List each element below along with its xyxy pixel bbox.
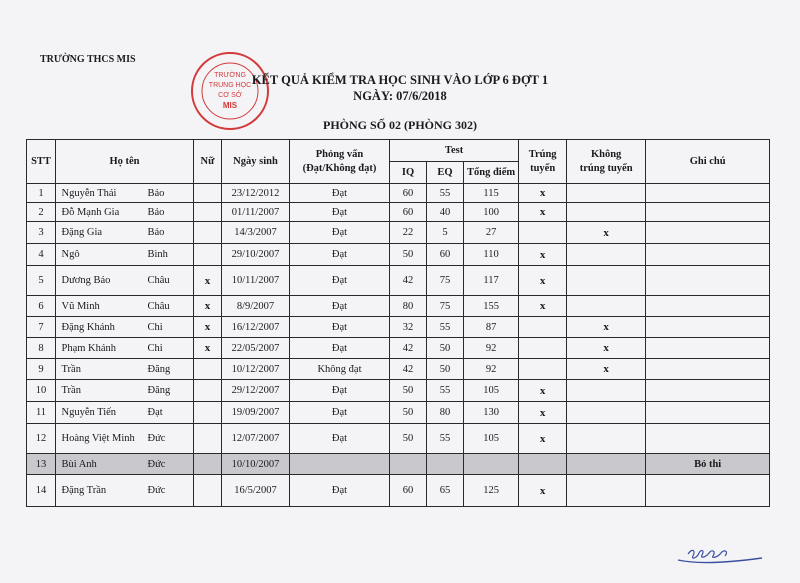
row-total: 125 — [464, 475, 519, 507]
header-passed: Trúng tuyển — [519, 140, 567, 184]
row-total: 92 — [464, 359, 519, 380]
row-gender — [194, 203, 222, 222]
row-eq — [427, 454, 464, 475]
table-row — [27, 402, 770, 424]
row-interview — [290, 454, 390, 475]
signature — [676, 538, 766, 568]
row-stt: 2 — [27, 203, 56, 222]
row-interview: Không đạt — [290, 359, 390, 380]
row-name — [56, 454, 194, 475]
row-iq: 50 — [390, 244, 427, 266]
row-name — [56, 244, 194, 266]
row-total: 110 — [464, 244, 519, 266]
row-gender: x — [194, 296, 222, 317]
table-row — [27, 296, 770, 317]
header-name: Họ tên — [56, 140, 194, 184]
row-total: 130 — [464, 402, 519, 424]
row-name — [56, 402, 194, 424]
row-stt: 13 — [27, 454, 56, 475]
header-failed: Không trúng tuyển — [567, 140, 646, 184]
row-eq: 55 — [427, 184, 464, 203]
row-failed — [567, 402, 646, 424]
first-name: Châu — [147, 300, 170, 312]
table-row — [27, 222, 770, 244]
row-stt: 6 — [27, 296, 56, 317]
row-passed: x — [519, 424, 567, 454]
row-note — [646, 380, 770, 402]
row-gender — [194, 244, 222, 266]
first-name: Đức — [147, 433, 166, 444]
row-iq: 80 — [390, 296, 427, 317]
row-name — [56, 184, 194, 203]
room-label: PHÒNG SỐ 02 (PHÒNG 302) — [323, 118, 477, 132]
stamp-line: CƠ SỞ — [218, 92, 242, 99]
row-passed: x — [519, 296, 567, 317]
row-failed: x — [567, 338, 646, 359]
row-iq: 60 — [390, 203, 427, 222]
row-stt: 8 — [27, 338, 56, 359]
table-row — [27, 454, 770, 475]
last-middle-name: Đặng Trần — [61, 485, 107, 496]
row-name — [56, 296, 194, 317]
row-note — [646, 338, 770, 359]
row-note — [646, 296, 770, 317]
row-dob: 29/10/2007 — [222, 244, 290, 266]
row-failed — [567, 424, 646, 454]
table-row — [27, 380, 770, 402]
row-note — [646, 203, 770, 222]
row-gender — [194, 184, 222, 203]
row-interview: Đạt — [290, 244, 390, 266]
row-iq — [390, 454, 427, 475]
row-eq: 55 — [427, 380, 464, 402]
row-note — [646, 244, 770, 266]
last-middle-name: Dương Bảo — [61, 275, 111, 286]
row-stt: 3 — [27, 222, 56, 244]
first-name: Đức — [147, 458, 166, 470]
first-name: Đức — [147, 485, 166, 496]
row-eq: 75 — [427, 266, 464, 296]
row-passed: x — [519, 266, 567, 296]
table-row — [27, 475, 770, 507]
table-row — [27, 244, 770, 266]
header-test: Test — [390, 140, 519, 162]
row-gender: x — [194, 338, 222, 359]
row-failed — [567, 475, 646, 507]
header-note: Ghi chú — [646, 140, 770, 184]
row-dob: 14/3/2007 — [222, 222, 290, 244]
last-middle-name: Nguyễn Tiến — [61, 407, 117, 418]
row-stt: 12 — [27, 424, 56, 454]
row-interview: Đạt — [290, 317, 390, 338]
row-name — [56, 380, 194, 402]
row-name — [56, 203, 194, 222]
row-failed — [567, 380, 646, 402]
row-passed: x — [519, 475, 567, 507]
header-interview: Phỏng vấn (Đạt/Không đạt) — [290, 140, 390, 184]
row-failed — [567, 266, 646, 296]
row-gender — [194, 402, 222, 424]
row-dob: 12/07/2007 — [222, 424, 290, 454]
last-middle-name: Đỗ Mạnh Gia — [61, 206, 120, 218]
row-name — [56, 222, 194, 244]
row-interview: Đạt — [290, 266, 390, 296]
table-row — [27, 424, 770, 454]
last-middle-name: Bùi Anh — [61, 458, 97, 470]
row-passed — [519, 454, 567, 475]
row-interview: Đạt — [290, 380, 390, 402]
last-middle-name: Đặng Khánh — [61, 321, 115, 333]
row-gender — [194, 359, 222, 380]
row-total: 105 — [464, 380, 519, 402]
stamp-line: MIS — [222, 101, 238, 110]
row-total: 155 — [464, 296, 519, 317]
stamp-line: TRUNG HỌC — [208, 82, 252, 89]
school-name: TRƯỜNG THCS MIS — [40, 54, 136, 65]
row-note — [646, 266, 770, 296]
header-dob: Ngày sinh — [222, 140, 290, 184]
last-middle-name: Trần — [61, 363, 81, 375]
row-name — [56, 359, 194, 380]
row-interview: Đạt — [290, 296, 390, 317]
row-dob: 10/11/2007 — [222, 266, 290, 296]
first-name: Bảo — [147, 227, 165, 238]
row-gender: x — [194, 317, 222, 338]
row-name — [56, 424, 194, 454]
row-name — [56, 475, 194, 507]
table-row — [27, 184, 770, 203]
row-failed — [567, 244, 646, 266]
row-iq: 50 — [390, 424, 427, 454]
row-eq: 75 — [427, 296, 464, 317]
row-failed — [567, 184, 646, 203]
first-name: Bình — [147, 249, 168, 260]
row-iq: 50 — [390, 380, 427, 402]
row-gender — [194, 424, 222, 454]
header-iq: IQ — [390, 162, 427, 184]
row-stt: 9 — [27, 359, 56, 380]
row-gender — [194, 222, 222, 244]
row-gender: x — [194, 266, 222, 296]
row-dob: 22/05/2007 — [222, 338, 290, 359]
last-middle-name: Phạm Khánh — [61, 342, 117, 354]
row-note — [646, 475, 770, 507]
row-note — [646, 222, 770, 244]
row-name — [56, 266, 194, 296]
row-iq: 60 — [390, 184, 427, 203]
row-iq: 42 — [390, 359, 427, 380]
row-dob: 29/12/2007 — [222, 380, 290, 402]
row-stt: 10 — [27, 380, 56, 402]
document-title: KẾT QUẢ KIỂM TRA HỌC SINH VÀO LỚP 6 ĐỢT 1 — [251, 73, 549, 87]
first-name: Đăng — [147, 363, 171, 375]
row-note — [646, 359, 770, 380]
header-total: Tổng điểm — [464, 162, 519, 184]
row-iq: 42 — [390, 266, 427, 296]
row-failed — [567, 454, 646, 475]
row-stt: 5 — [27, 266, 56, 296]
table-row — [27, 317, 770, 338]
row-stt: 1 — [27, 184, 56, 203]
row-eq: 65 — [427, 475, 464, 507]
row-dob: 16/5/2007 — [222, 475, 290, 507]
row-eq: 5 — [427, 222, 464, 244]
row-passed — [519, 359, 567, 380]
row-failed — [567, 296, 646, 317]
document-date: NGÀY: 07/6/2018 — [353, 89, 447, 103]
row-iq: 50 — [390, 402, 427, 424]
row-eq: 50 — [427, 338, 464, 359]
row-iq: 22 — [390, 222, 427, 244]
row-eq: 80 — [427, 402, 464, 424]
first-name: Đăng — [147, 385, 171, 396]
row-iq: 42 — [390, 338, 427, 359]
row-interview: Đạt — [290, 338, 390, 359]
header-stt: STT — [27, 140, 56, 184]
last-middle-name: Đặng Gia — [61, 227, 103, 238]
row-total: 27 — [464, 222, 519, 244]
row-passed — [519, 222, 567, 244]
row-dob: 8/9/2007 — [222, 296, 290, 317]
row-dob: 10/10/2007 — [222, 454, 290, 475]
row-dob: 16/12/2007 — [222, 317, 290, 338]
row-dob: 19/09/2007 — [222, 402, 290, 424]
row-total: 87 — [464, 317, 519, 338]
first-name: Châu — [147, 275, 170, 286]
row-eq: 50 — [427, 359, 464, 380]
row-interview: Đạt — [290, 402, 390, 424]
row-stt: 14 — [27, 475, 56, 507]
row-interview: Đạt — [290, 184, 390, 203]
row-interview: Đạt — [290, 203, 390, 222]
row-eq: 55 — [427, 424, 464, 454]
row-passed — [519, 338, 567, 359]
stamp-line: TRƯỜNG — [214, 72, 246, 79]
row-interview: Đạt — [290, 222, 390, 244]
last-middle-name: Nguyễn Thái — [61, 187, 117, 199]
row-failed: x — [567, 222, 646, 244]
row-dob: 01/11/2007 — [222, 203, 290, 222]
row-interview: Đạt — [290, 475, 390, 507]
row-dob: 10/12/2007 — [222, 359, 290, 380]
row-stt: 4 — [27, 244, 56, 266]
row-failed — [567, 203, 646, 222]
row-eq: 55 — [427, 317, 464, 338]
row-total — [464, 454, 519, 475]
row-total: 100 — [464, 203, 519, 222]
row-name — [56, 338, 194, 359]
row-iq: 32 — [390, 317, 427, 338]
row-stt: 7 — [27, 317, 56, 338]
results-body — [27, 184, 770, 507]
first-name: Chi — [147, 342, 163, 354]
row-total: 117 — [464, 266, 519, 296]
last-middle-name: Trần — [61, 385, 81, 396]
first-name: Đạt — [147, 407, 163, 418]
row-interview: Đạt — [290, 424, 390, 454]
row-note: Bỏ thi — [646, 454, 770, 475]
row-eq: 60 — [427, 244, 464, 266]
row-stt: 11 — [27, 402, 56, 424]
row-gender — [194, 380, 222, 402]
row-passed: x — [519, 402, 567, 424]
row-eq: 40 — [427, 203, 464, 222]
row-gender — [194, 454, 222, 475]
row-note — [646, 317, 770, 338]
last-middle-name: Vũ Minh — [61, 300, 100, 312]
row-iq: 60 — [390, 475, 427, 507]
row-passed — [519, 317, 567, 338]
header-gender: Nữ — [194, 140, 222, 184]
last-middle-name: Hoàng Việt Minh — [61, 433, 135, 444]
row-passed: x — [519, 244, 567, 266]
header-eq: EQ — [427, 162, 464, 184]
table-row — [27, 359, 770, 380]
row-passed: x — [519, 380, 567, 402]
row-note — [646, 402, 770, 424]
first-name: Bảo — [147, 206, 165, 218]
results-table — [26, 139, 770, 507]
row-total: 92 — [464, 338, 519, 359]
row-total: 115 — [464, 184, 519, 203]
first-name: Chi — [147, 321, 163, 333]
table-row — [27, 203, 770, 222]
table-row — [27, 338, 770, 359]
last-middle-name: Ngô — [61, 249, 80, 260]
row-total: 105 — [464, 424, 519, 454]
row-dob: 23/12/2012 — [222, 184, 290, 203]
table-row — [27, 266, 770, 296]
row-name — [56, 317, 194, 338]
row-gender — [194, 475, 222, 507]
first-name: Bảo — [147, 187, 165, 199]
row-failed: x — [567, 317, 646, 338]
row-note — [646, 424, 770, 454]
row-failed: x — [567, 359, 646, 380]
row-note — [646, 184, 770, 203]
row-passed: x — [519, 184, 567, 203]
row-passed: x — [519, 203, 567, 222]
